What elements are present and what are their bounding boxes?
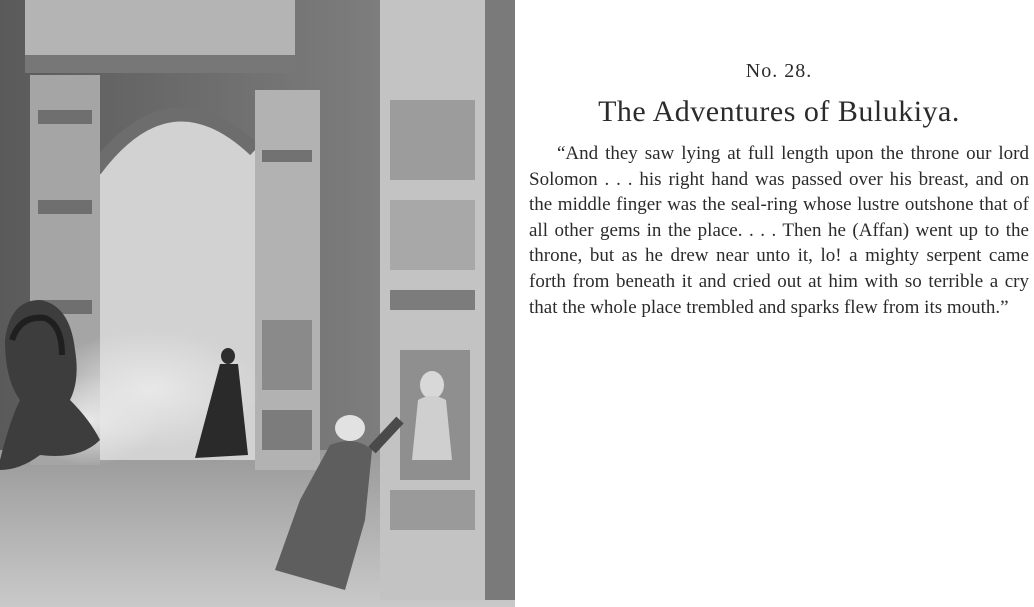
illustration-plate [0,0,515,607]
page-title: The Adventures of Bulukiya. [598,95,960,128]
text-column [529,60,1029,320]
quote-paragraph: “And they saw lying at full length upon the throne our lord Solomon . . . his right hand was passed over his breast, and on the middle finger was the seal-ring whose lustre outshone that of all other gems in the place. . . . Then he (Affan) went up to the throne, but as he drew near unto it, lo! a mighty serpent came forth from beneath it and cried out at him with so terrible a cry that the whole place trembled and sparks flew from its mouth.” [529,143,1029,318]
engraving-illustration [0,0,515,607]
plate-number: No. 28. [745,60,813,82]
